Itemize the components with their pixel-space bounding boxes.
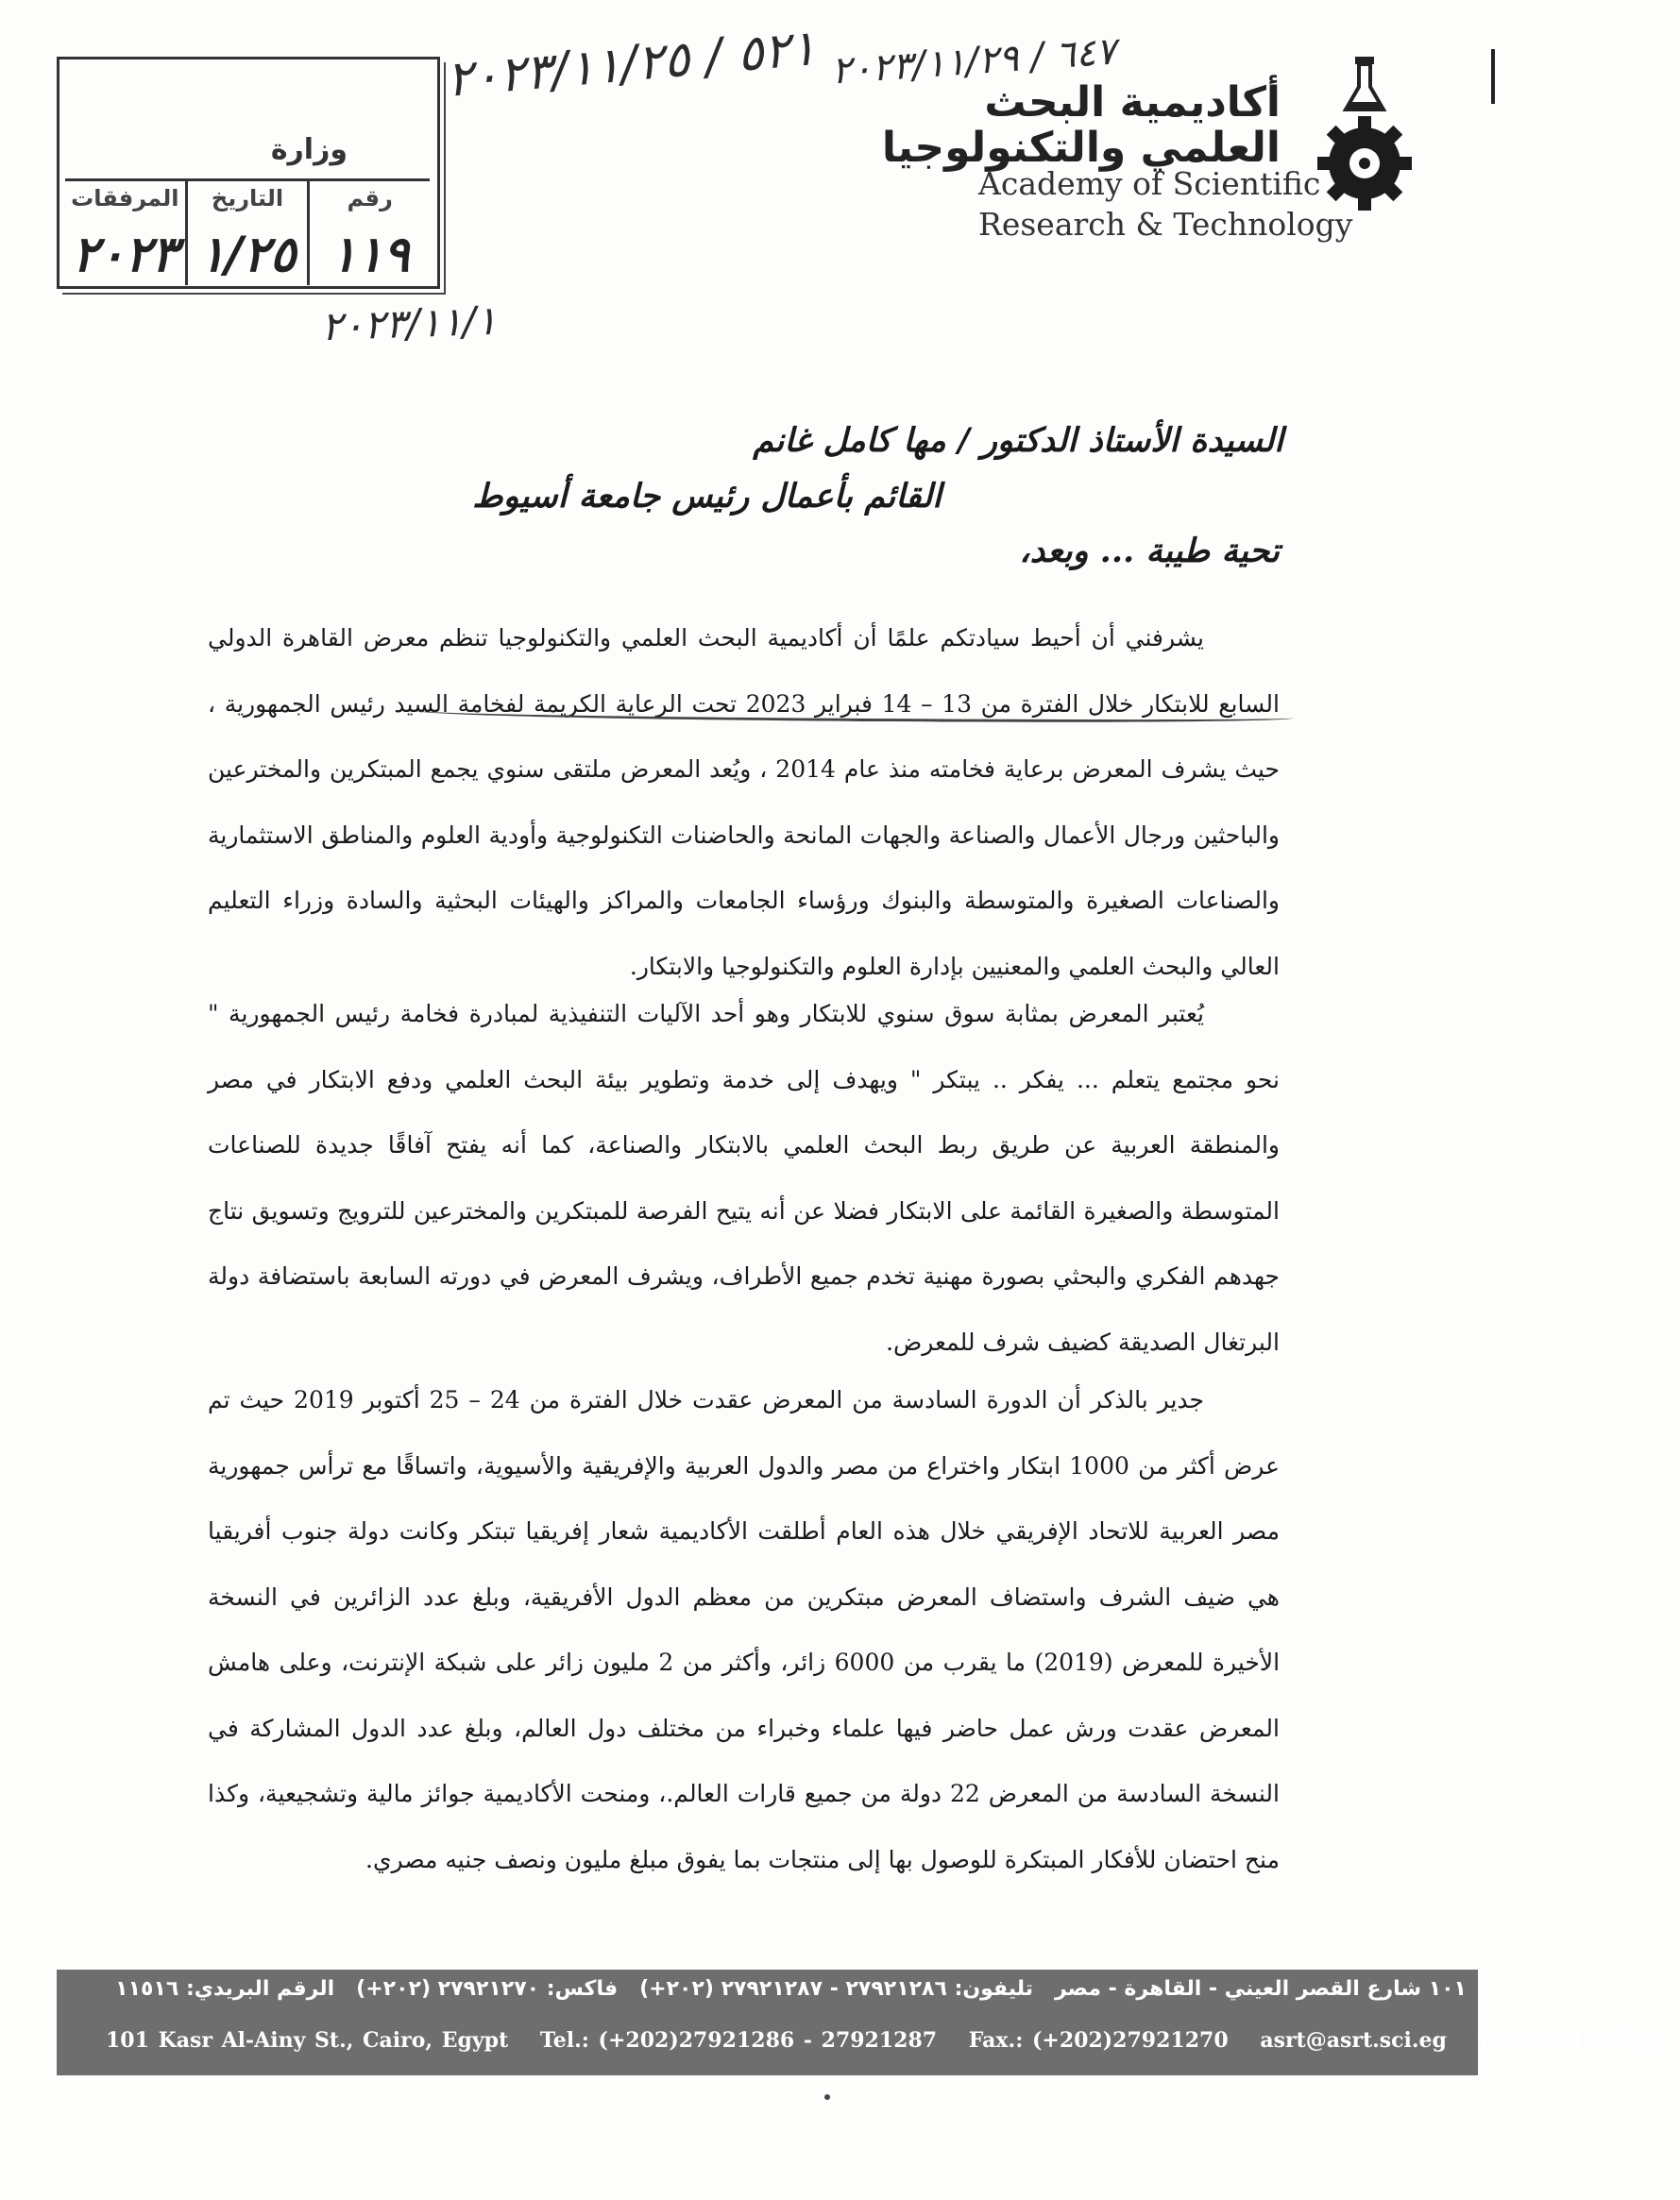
addressee-title: القائم بأعمال رئيس جامعة أسيوط	[472, 477, 942, 516]
body-paragraph-2-text: يُعتبر المعرض بمثابة سوق سنوي للابتكار وهو أحد الآليات التنفيذية لمبادرة فخامة رئيس الجمهورية " نحو مجتمع يتعلم ... يفكر .. يبتكر " ويهدف إلى خدمة وتطوير بيئة البحث العلمي ودفع الابتكار في مصر والمنطقة العربية عن طريق ربط البحث العلمي بالابتكار والصناعة، كما أنه يفتح آفاقًا جديدة للصناعات المتوسطة والصغيرة القائمة على الابتكار فضلا عن أنه يتيح الفرصة للمبتكرين والمخترعين للترويج وتسويق نتاج جهدهم الفكري والبحثي بصورة مهنية تخدم جميع الأطراف، ويشرف المعرض في دورته السابعة باستضافة دولة البرتغال الصديقة كضيف شرف للمعرض.	[208, 1000, 1280, 1356]
body-paragraph-1	[208, 605, 1280, 999]
scan-speck	[824, 2094, 830, 2100]
incoming-stamp	[57, 57, 440, 289]
body-paragraph-3	[208, 1367, 1280, 1892]
footer-ar-address: ١٠١ شارع القصر العيني - القاهرة - مصر	[1054, 1977, 1467, 2001]
footer-arabic-contacts	[115, 1977, 1467, 2001]
stamp-columns	[65, 178, 430, 285]
body-paragraph-2	[208, 981, 1280, 1375]
stamp-ministry: وزارة	[270, 133, 348, 166]
footer-ar-phone: تليفون: ٢٧٩٢١٢٨٦ - ٢٧٩٢١٢٨٧ (٢٠٢+)	[639, 1977, 1033, 2001]
footer-en-web: www.asrt.sci.eg	[1478, 2028, 1658, 2053]
org-name-en-line2: Research & Technology	[978, 206, 1353, 243]
footer-ar-postal: الرقم البريدي: ١١٥١٦	[115, 1977, 335, 2001]
stamp-cell-date	[185, 181, 308, 285]
footer-en-fax: Fax.: (+202)27921270	[968, 2028, 1229, 2053]
stamp-number-label: رقم	[347, 185, 393, 212]
footer-en-email: asrt@asrt.sci.eg	[1260, 2028, 1447, 2053]
stamp-header-area	[59, 59, 437, 178]
stamp-year-value: ٢٠٢٣	[72, 227, 178, 283]
stamp-cell-number	[307, 181, 430, 285]
stamp-date-label: التاريخ	[211, 185, 284, 212]
stamp-date-value: ١/٢٥	[198, 227, 297, 283]
org-name-ar-line1: أكاديمية البحث	[984, 78, 1281, 127]
stamp-number-value: ١١٩	[330, 227, 410, 283]
body-paragraph-3-text: جدير بالذكر أن الدورة السادسة من المعرض عقدت خلال الفترة من 24 – 25 أكتوبر 2019 حيث تم عرض أكثر من 1000 ابتكار واختراع من مصر والدول العربية والإفريقية والأسيوية، واتساقًا مع ترأس جمهورية مصر العربية للاتحاد الإفريقي خلال هذه العام أطلقت الأكاديمية شعار إفريقيا تبتكر وكانت دولة جنوب أفريقيا هي ضيف الشرف واستضاف المعرض مبتكرين من معظم الدول الأفريقية، وبلغ عدد الزائرين في النسخة الأخيرة للمعرض (2019) ما يقرب من 6000 زائر، وأكثر من 2 مليون زائر على شبكة الإنترنت، وعلى هامش المعرض عقدت ورش عمل حاضر فيها علماء وخبراء من مختلف دول العالم، وبلغ عدد الدول المشاركة في النسخة السادسة من المعرض 22 دولة من جميع قارات العالم.، ومنحت الأكاديمية جوائز مالية وتشجيعية، وكذا منح احتضان للأفكار المبتكرة للوصول بها إلى منتجات بما يفوق مبلغ مليون ونصف جنيه مصري.	[208, 1386, 1281, 1873]
greeting: تحية طيبة ... وبعد،	[1019, 532, 1280, 570]
stamp-cell-attachments	[65, 181, 185, 285]
handwritten-top-note: ٥٢١ / ٢٠٢٣/١١/٢٥	[444, 19, 819, 110]
org-name-en-line1: Academy of Scientific	[978, 165, 1321, 202]
footer-ar-fax: فاكس: ٢٧٩٢١٢٧٠ (٢٠٢+)	[356, 1977, 619, 2001]
body-paragraph-1-text: يشرفني أن أحيط سيادتكم علمًا أن أكاديمية البحث العلمي والتكنولوجيا تنظم معرض القاهرة الدولي السابع للابتكار خلال الفترة من 13 – 14 فبراير 2023 تحت الرعاية الكريمة لفخامة السيد رئيس الجمهورية ، حيث يشرف المعرض برعاية فخامته منذ عام 2014 ، ويُعد المعرض ملتقى سنوي يجمع المبتكرين والمخترعين والباحثين ورجال الأعمال والصناعة والجهات المانحة والحاضنات التكنولوجية وأودية العلوم والمناطق الاستثمارية والصناعات الصغيرة والمتوسطة والبنوك ورؤساء الجامعات والمراكز والهيئات البحثية والسادة وزراء التعليم العالي والبحث العلمي والمعنيين بإدارة العلوم والتكنولوجيا والابتكار.	[208, 624, 1280, 980]
footer-en-address: 101 Kasr Al-Ainy St., Cairo, Egypt	[106, 2028, 509, 2053]
handwritten-side-note: ٦٤٧ / ٢٠٢٣/١١/٢٩	[829, 29, 1118, 93]
footer-bar	[57, 1970, 1658, 2075]
handwritten-date-note: ٢٠٢٣/١١/١	[320, 296, 499, 350]
gear-flask-logo-icon	[1317, 55, 1412, 220]
stamp-attachments-label: المرفقات	[71, 185, 179, 212]
addressee-name: السيدة الأستاذ الدكتور / مها كامل غانم	[753, 421, 1283, 460]
org-name-ar-line2: العلمي والتكنولوجيا	[881, 124, 1281, 172]
footer-english-contacts	[106, 2028, 1680, 2053]
footer-en-phone: Tel.: (+202)27921286 - 27921287	[539, 2028, 938, 2053]
margin-rule	[1491, 49, 1495, 104]
